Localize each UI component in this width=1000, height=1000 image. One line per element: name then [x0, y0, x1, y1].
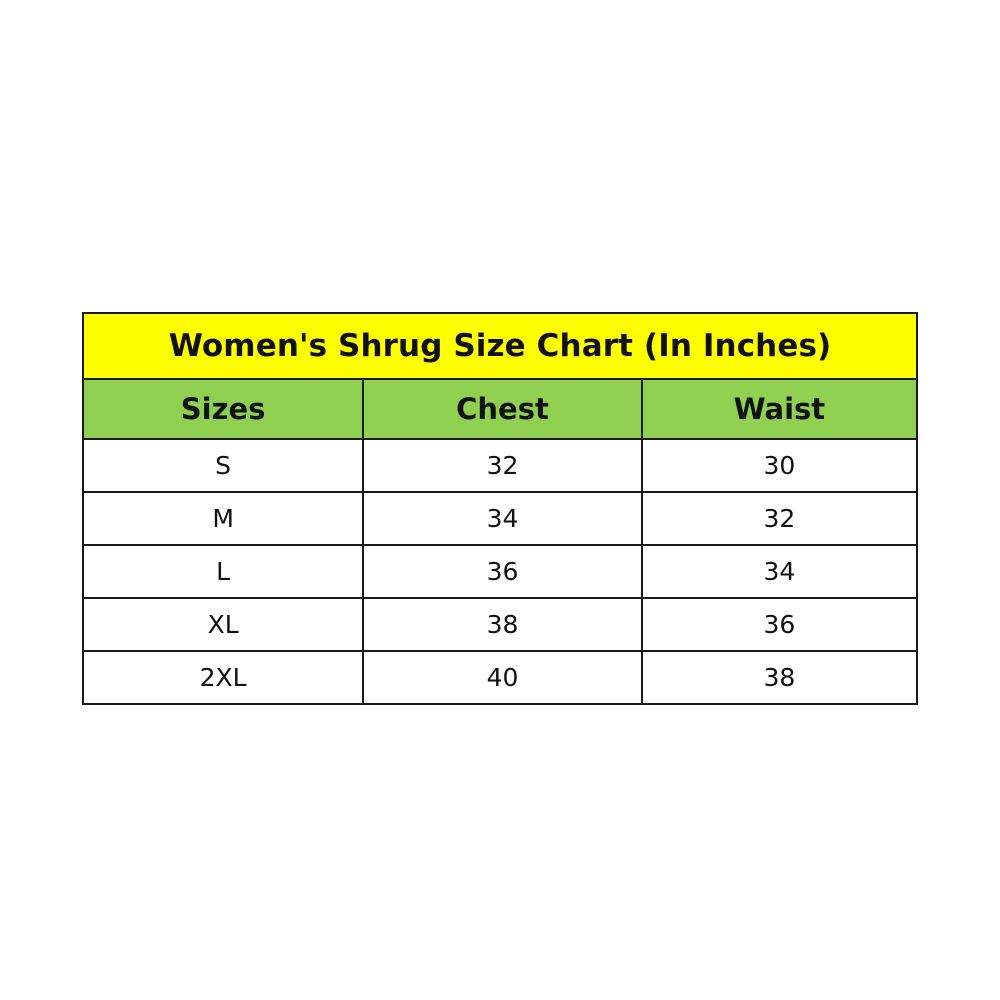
size-chart-table	[82, 312, 918, 705]
cell-waist: 36	[642, 598, 917, 651]
table-title-row	[83, 313, 917, 379]
cell-size: M	[83, 492, 363, 545]
table-row	[83, 492, 917, 545]
cell-size: S	[83, 439, 363, 492]
cell-waist: 30	[642, 439, 917, 492]
cell-chest: 38	[363, 598, 642, 651]
cell-waist: 34	[642, 545, 917, 598]
table-row	[83, 545, 917, 598]
column-header-sizes: Sizes	[83, 379, 363, 439]
table-header-row	[83, 379, 917, 439]
cell-size: L	[83, 545, 363, 598]
cell-waist: 32	[642, 492, 917, 545]
cell-chest: 34	[363, 492, 642, 545]
size-chart-container	[82, 312, 918, 705]
cell-chest: 36	[363, 545, 642, 598]
column-header-waist: Waist	[642, 379, 917, 439]
table-row	[83, 651, 917, 704]
cell-waist: 38	[642, 651, 917, 704]
cell-size: 2XL	[83, 651, 363, 704]
table-row	[83, 598, 917, 651]
table-row	[83, 439, 917, 492]
cell-chest: 32	[363, 439, 642, 492]
cell-size: XL	[83, 598, 363, 651]
chart-title: Women's Shrug Size Chart (In Inches)	[83, 313, 917, 379]
column-header-chest: Chest	[363, 379, 642, 439]
cell-chest: 40	[363, 651, 642, 704]
